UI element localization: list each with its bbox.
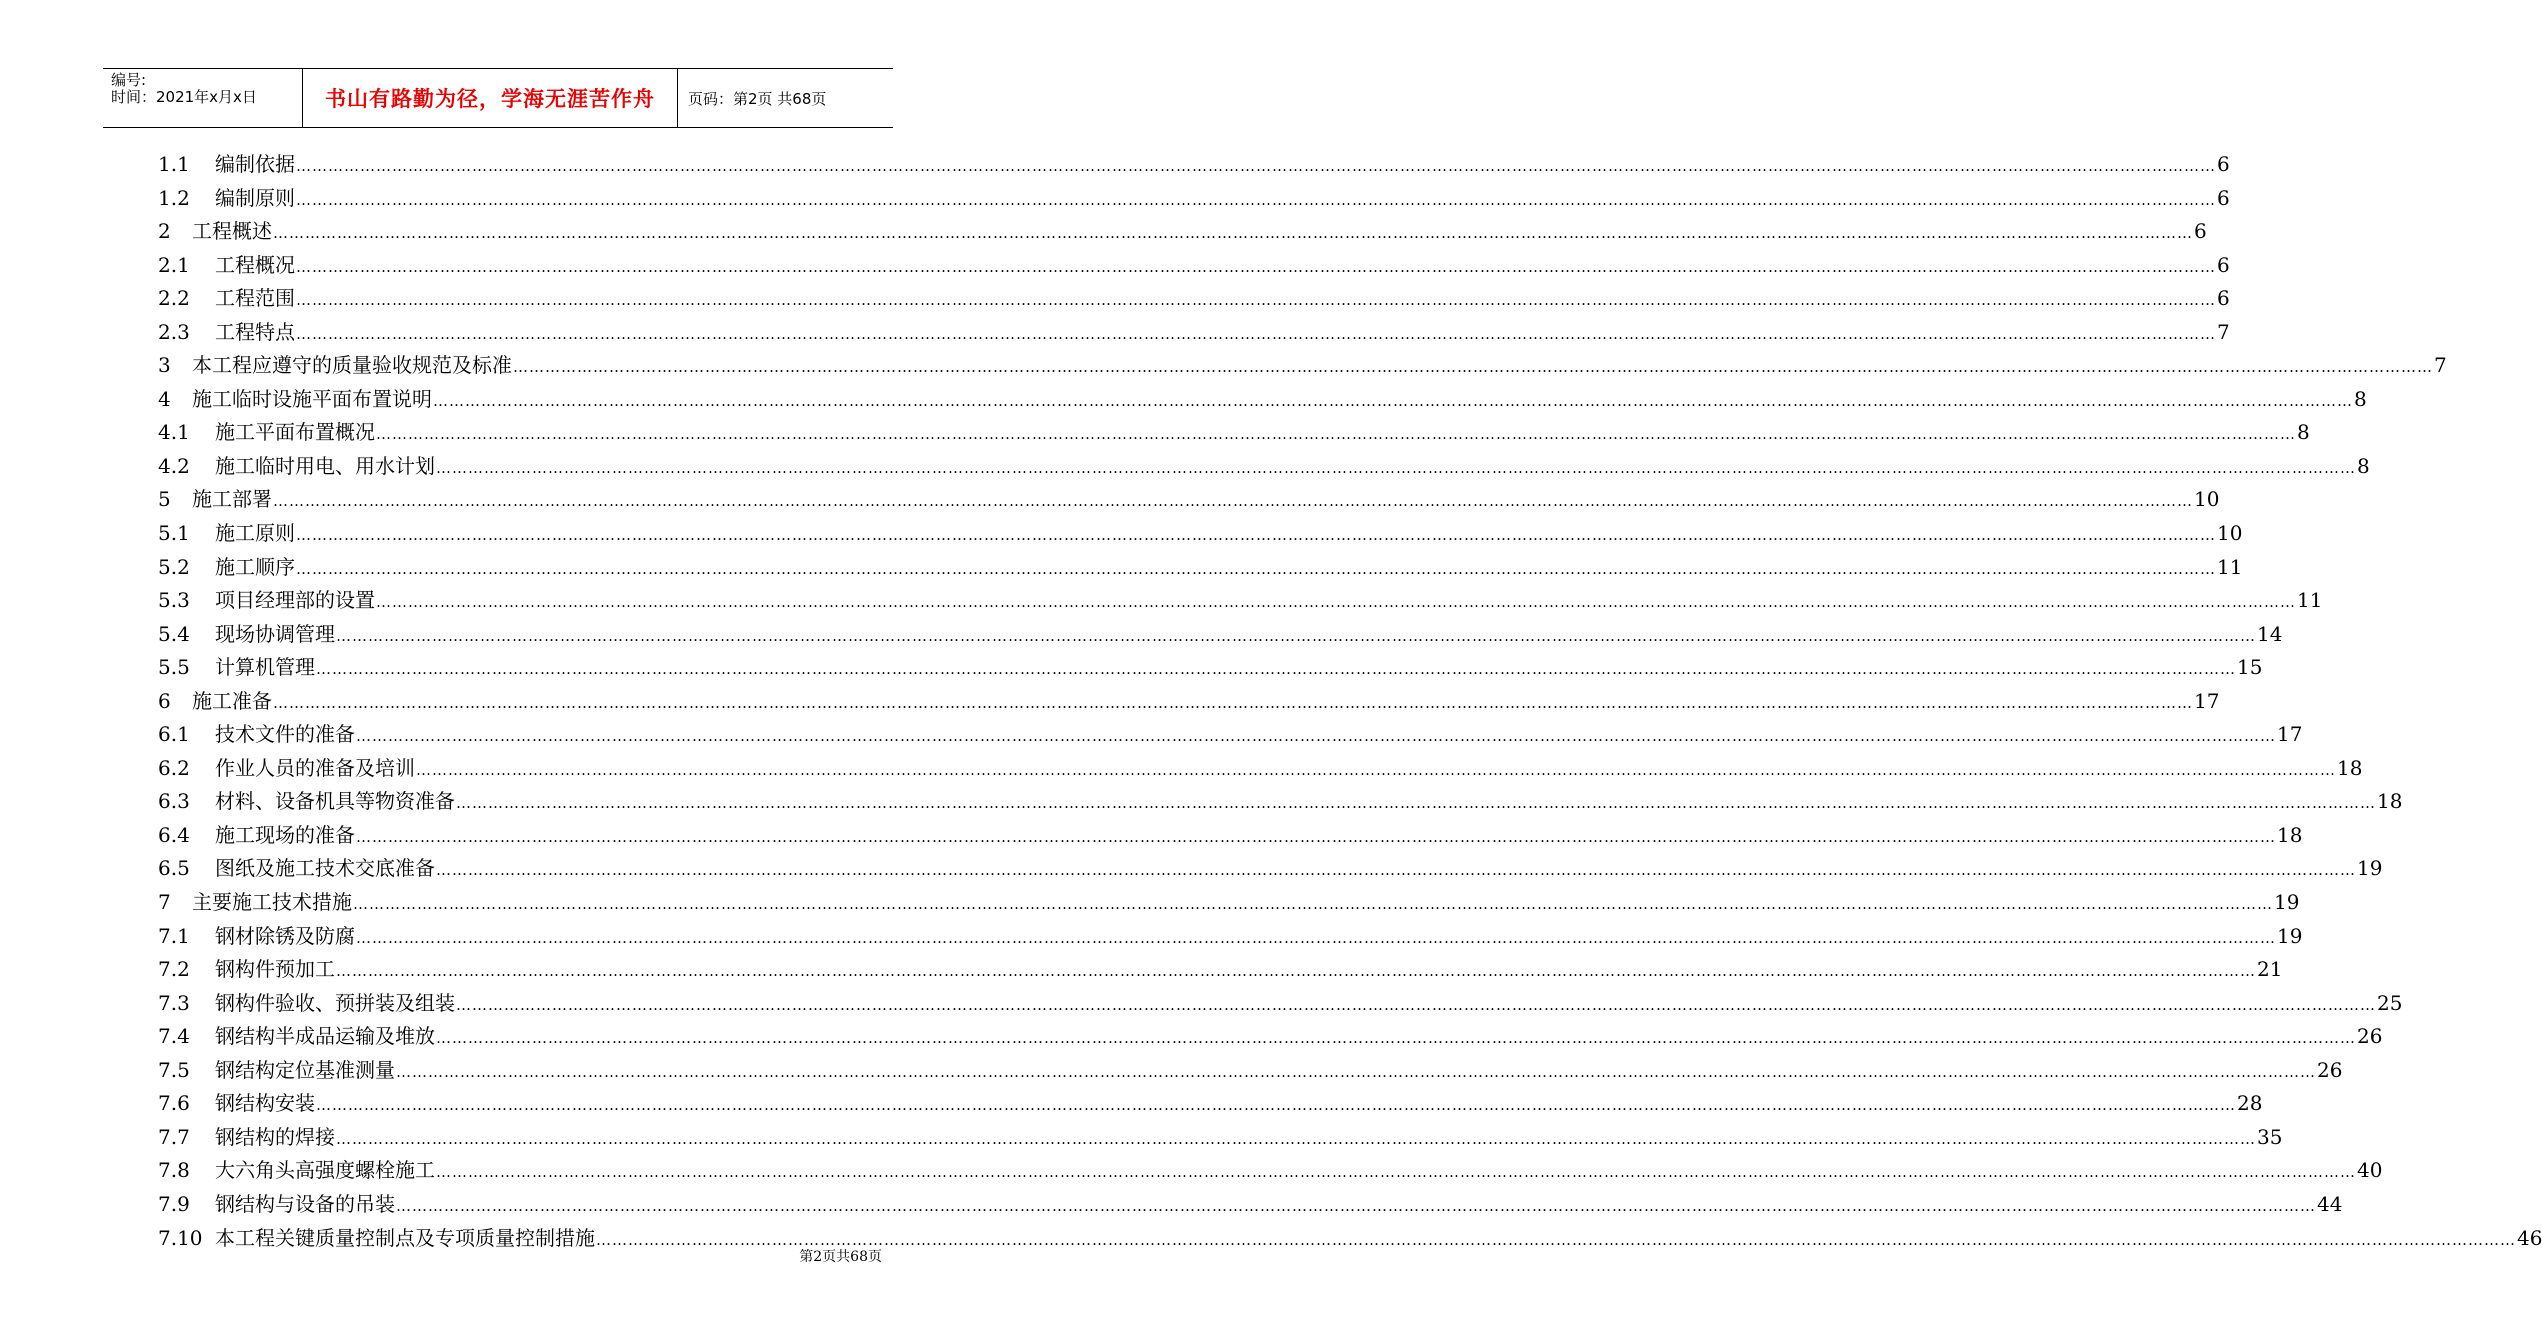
toc-leader-dots: ……………………………………………………………………………………………………………………………………………………………………………………………………………………………………………………………………………………………………………………………… [396,1062,2316,1081]
toc-leader-dots: ……………………………………………………………………………………………………………………………………………………………………………………………………………………………………………………………………………………………………………………………… [596,1230,2516,1249]
toc-entry-page: 6 [2217,252,2230,277]
toc-entry-number: 7.9 [158,1191,190,1216]
toc-entry[interactable] [158,685,2220,719]
toc-leader-dots: ……………………………………………………………………………………………………………………………………………………………………………………………………………………………………………………………………………………………………………………………… [296,324,2216,343]
toc-entry[interactable] [158,450,2370,484]
toc-entry-page: 15 [2237,655,2263,680]
toc-entry-page: 19 [2274,890,2300,915]
toc-entry-page: 8 [2297,420,2310,445]
toc-leader-dots: ……………………………………………………………………………………………………………………………………………………………………………………………………………………………………………………………………………………………………………………………… [273,693,2193,712]
toc-entry-title: 施工现场的准备 [215,822,355,847]
toc-entry-title: 材料、设备机具等物资准备 [215,789,455,814]
toc-entry-title: 钢材除锈及防腐 [215,923,355,948]
toc-entry[interactable] [158,584,2323,618]
toc-entry-page: 26 [2317,1057,2343,1082]
toc-leader-dots: ……………………………………………………………………………………………………………………………………………………………………………………………………………………………………………………………………………………………………………………………… [356,727,2276,746]
toc-leader-dots: ……………………………………………………………………………………………………………………………………………………………………………………………………………………………………………………………………………………………………………………………… [336,1129,2256,1148]
toc-leader-dots: ……………………………………………………………………………………………………………………………………………………………………………………………………………………………………………………………………………………………………………………………… [296,157,2216,175]
toc-entry[interactable] [158,1054,2343,1088]
toc-entry-number: 5.4 [158,621,190,646]
toc-entry-title: 项目经理部的设置 [215,588,375,613]
toc-entry[interactable] [158,987,2403,1021]
page-footer: 第2页共68页 [799,1249,882,1265]
toc-entry-title: 编制依据 [215,152,295,176]
toc-entry-title: 施工原则 [215,521,295,546]
toc-entry-title: 施工部署 [192,487,272,512]
toc-entry-title: 现场协调管理 [215,621,335,646]
toc-entry-number: 5.2 [158,554,190,579]
toc-entry-number: 3 [158,353,171,378]
toc-leader-dots: ……………………………………………………………………………………………………………………………………………………………………………………………………………………………………………………………………………………………………………………………… [376,593,2296,612]
toc-entry[interactable] [158,551,2243,585]
toc-entry-number: 6.4 [158,822,190,847]
toc-entry-number: 5.1 [158,521,190,546]
toc-entry-number: 7.1 [158,923,190,948]
toc-entry-page: 19 [2277,923,2303,948]
toc-leader-dots: ……………………………………………………………………………………………………………………………………………………………………………………………………………………………………………………………………………………………………………………………… [296,559,2216,578]
toc-entry-number: 4.2 [158,453,190,478]
toc-leader-dots: ……………………………………………………………………………………………………………………………………………………………………………………………………………………………………………………………………………………………………………………………… [456,794,2376,813]
toc-entry-page: 21 [2257,957,2283,982]
toc-entry[interactable] [158,215,2207,249]
toc-leader-dots: ……………………………………………………………………………………………………………………………………………………………………………………………………………………………………………………………………………………………………………………………… [296,257,2216,276]
toc-leader-dots: ……………………………………………………………………………………………………………………………………………………………………………………………………………………………………………………………………………………………………………………………… [433,391,2353,410]
toc-entry[interactable] [158,517,2243,551]
toc-entry[interactable] [158,249,2230,283]
toc-entry[interactable] [158,819,2303,853]
toc-entry-page: 35 [2257,1124,2283,1149]
toc-leader-dots: ……………………………………………………………………………………………………………………………………………………………………………………………………………………………………………………………………………………………………………………………… [376,425,2296,444]
toc-entry[interactable] [158,1222,2542,1256]
toc-entry-title: 钢结构与设备的吊装 [215,1191,395,1216]
toc-entry-title: 钢结构安装 [215,1091,315,1116]
toc-entry-number: 1.1 [158,152,190,176]
toc-leader-dots: ……………………………………………………………………………………………………………………………………………………………………………………………………………………………………………………………………………………………………………………………… [456,995,2376,1014]
toc-entry-number: 6.3 [158,789,190,814]
toc-leader-dots: ……………………………………………………………………………………………………………………………………………………………………………………………………………………………………………………………………………………………………………………………… [273,492,2193,511]
toc-entry-title: 工程概况 [215,252,295,277]
toc-entry[interactable] [158,886,2300,920]
toc-leader-dots: ……………………………………………………………………………………………………………………………………………………………………………………………………………………………………………………………………………………………………………………………… [316,660,2236,679]
toc-entry-page: 18 [2377,789,2403,814]
toc-leader-dots: ……………………………………………………………………………………………………………………………………………………………………………………………………………………………………………………………………………………………………………………………… [436,1029,2356,1048]
toc-entry-number: 7.3 [158,990,190,1015]
toc-entry-number: 6.2 [158,755,190,780]
toc-entry-number: 7.7 [158,1124,190,1149]
toc-entry-page: 26 [2357,1024,2383,1049]
toc-entry-title: 施工临时用电、用水计划 [215,453,435,478]
toc-entry[interactable] [158,618,2283,652]
toc-leader-dots: ……………………………………………………………………………………………………………………………………………………………………………………………………………………………………………………………………………………………………………………………… [396,1196,2316,1215]
toc-entry-title: 本工程应遵守的质量验收规范及标准 [192,353,512,378]
toc-entry-page: 46 [2517,1225,2542,1250]
toc-leader-dots: ……………………………………………………………………………………………………………………………………………………………………………………………………………………………………………………………………………………………………………………………… [356,827,2276,846]
toc-entry-number: 7.10 [158,1225,203,1250]
document-time-label: 时间：2021年x月x日 [111,88,257,106]
toc-entry[interactable] [158,953,2283,987]
toc-entry[interactable] [158,316,2230,350]
toc-leader-dots: ……………………………………………………………………………………………………………………………………………………………………………………………………………………………………………………………………………………………………………………………… [316,1096,2236,1115]
toc-leader-dots: ……………………………………………………………………………………………………………………………………………………………………………………………………………………………………………………………………………………………………………………………… [436,1163,2356,1182]
toc-entry-title: 施工准备 [192,688,272,713]
toc-entry-number: 7.8 [158,1158,190,1183]
header-page-label: 页码：第2页 共68页 [688,89,827,108]
page-header [103,68,893,128]
toc-entry-number: 4 [158,386,171,411]
toc-entry[interactable] [158,1087,2263,1121]
toc-entry-number: 4.1 [158,420,190,445]
toc-entry-number: 6.1 [158,722,190,747]
toc-entry[interactable] [158,182,2230,216]
toc-entry-title: 钢结构定位基准测量 [215,1057,395,1082]
toc-entry[interactable] [158,651,2263,685]
toc-entry-title: 钢结构的焊接 [215,1124,335,1149]
toc-entry-number: 2 [158,219,171,244]
header-motto: 书山有路勤为径，学海无涯苦作舟 [303,69,678,127]
toc-entry-number: 5 [158,487,171,512]
toc-entry-title: 图纸及施工技术交底准备 [215,856,435,881]
toc-entry-page: 17 [2194,688,2220,713]
toc-entry-title: 钢构件验收、预拼装及组装 [215,990,455,1015]
toc-leader-dots: ……………………………………………………………………………………………………………………………………………………………………………………………………………………………………………………………………………………………………………………………… [296,190,2216,209]
toc-entry-title: 钢结构半成品运输及堆放 [215,1024,435,1049]
toc-entry-number: 7.4 [158,1024,190,1049]
toc-entry-page: 18 [2337,755,2363,780]
toc-leader-dots: ……………………………………………………………………………………………………………………………………………………………………………………………………………………………………………………………………………………………………………………………… [353,895,2273,914]
toc-leader-dots: ……………………………………………………………………………………………………………………………………………………………………………………………………………………………………………………………………………………………………………………………… [336,626,2256,645]
toc-entry[interactable] [158,1154,2383,1188]
toc-leader-dots: ……………………………………………………………………………………………………………………………………………………………………………………………………………………………………………………………………………………………………………………………… [296,291,2216,310]
toc-entry-title: 作业人员的准备及培训 [215,755,415,780]
toc-entry[interactable] [158,1121,2283,1155]
toc-entry[interactable] [158,1020,2383,1054]
toc-entry-number: 7.5 [158,1057,190,1082]
toc-entry[interactable] [158,349,2447,383]
toc-entry-page: 11 [2297,588,2323,613]
toc-entry-number: 1.2 [158,185,190,210]
toc-entry-title: 主要施工技术措施 [192,890,352,915]
document-number-label: 编号: [111,71,147,89]
toc-entry[interactable] [158,483,2220,517]
toc-leader-dots: ……………………………………………………………………………………………………………………………………………………………………………………………………………………………………………………………………………………………………………………………… [436,861,2356,880]
toc-entry-page: 11 [2217,554,2243,579]
toc-entry-number: 7 [158,890,171,915]
toc-entry-title: 工程特点 [215,319,295,344]
toc-entry-page: 7 [2434,353,2447,378]
toc-entry-title: 工程概述 [192,219,272,244]
toc-entry-title: 技术文件的准备 [215,722,355,747]
toc-entry-page: 10 [2194,487,2220,512]
toc-entry-page: 8 [2354,386,2367,411]
toc-entry[interactable] [158,752,2363,786]
toc-entry-page: 17 [2277,722,2303,747]
toc-entry-title: 工程范围 [215,286,295,311]
toc-entry[interactable] [158,718,2303,752]
toc-entry-page: 6 [2217,185,2230,210]
header-meta [103,69,303,127]
toc-entry-number: 7.6 [158,1091,190,1116]
toc-leader-dots: ……………………………………………………………………………………………………………………………………………………………………………………………………………………………………………………………………………………………………………………………… [356,928,2276,947]
toc-entry-page: 6 [2194,219,2207,244]
toc-leader-dots: ……………………………………………………………………………………………………………………………………………………………………………………………………………………………………………………………………………………………………………………………… [513,358,2433,377]
toc-entry-page: 44 [2317,1191,2343,1216]
toc-entry-title: 施工顺序 [215,554,295,579]
toc-entry-page: 25 [2377,990,2403,1015]
toc-entry[interactable] [158,148,2230,182]
toc-entry[interactable] [158,785,2403,819]
toc-entry-page: 8 [2357,453,2370,478]
toc-entry-number: 7.2 [158,957,190,982]
toc-entry-number: 6 [158,688,171,713]
toc-entry-page: 18 [2277,822,2303,847]
toc-entry-number: 6.5 [158,856,190,881]
toc-entry-title: 钢构件预加工 [215,957,335,982]
toc-entry-page: 14 [2257,621,2283,646]
toc-entry-page: 6 [2217,286,2230,311]
toc-entry-number: 2.3 [158,319,190,344]
toc-entry-page: 7 [2217,319,2230,344]
toc-entry-page: 6 [2217,152,2230,176]
toc-leader-dots: ……………………………………………………………………………………………………………………………………………………………………………………………………………………………………………………………………………………………………………………………… [273,224,2193,243]
toc-entry-number: 5.3 [158,588,190,613]
toc-leader-dots: ……………………………………………………………………………………………………………………………………………………………………………………………………………………………………………………………………………………………………………………………… [436,458,2356,477]
toc-leader-dots: ……………………………………………………………………………………………………………………………………………………………………………………………………………………………………………………………………………………………………………………………… [296,526,2216,545]
toc-entry-title: 计算机管理 [215,655,315,680]
toc-entry[interactable] [158,852,2383,886]
toc-entry[interactable] [158,1188,2343,1222]
toc-entry-title: 本工程关键质量控制点及专项质量控制措施 [215,1225,595,1250]
toc-entry-title: 大六角头高强度螺栓施工 [215,1158,435,1183]
toc-entry[interactable] [158,282,2230,316]
toc-entry[interactable] [158,416,2310,450]
toc-entry[interactable] [158,383,2367,417]
toc-entry-page: 28 [2237,1091,2263,1116]
toc-entry-title: 编制原则 [215,185,295,210]
toc-entry-page: 10 [2217,521,2243,546]
toc-entry-title: 施工临时设施平面布置说明 [192,386,432,411]
toc-entry-number: 5.5 [158,655,190,680]
toc-entry-number: 2.1 [158,252,190,277]
toc-entry[interactable] [158,920,2303,954]
toc-entry-page: 40 [2357,1158,2383,1183]
toc-entry-title: 施工平面布置概况 [215,420,375,445]
toc-leader-dots: ……………………………………………………………………………………………………………………………………………………………………………………………………………………………………………………………………………………………………………………………… [416,760,2336,779]
toc-entry-number: 2.2 [158,286,190,311]
toc-entry-page: 19 [2357,856,2383,881]
table-of-contents [158,148,2542,1255]
toc-leader-dots: ……………………………………………………………………………………………………………………………………………………………………………………………………………………………………………………………………………………………………………………………… [336,962,2256,981]
